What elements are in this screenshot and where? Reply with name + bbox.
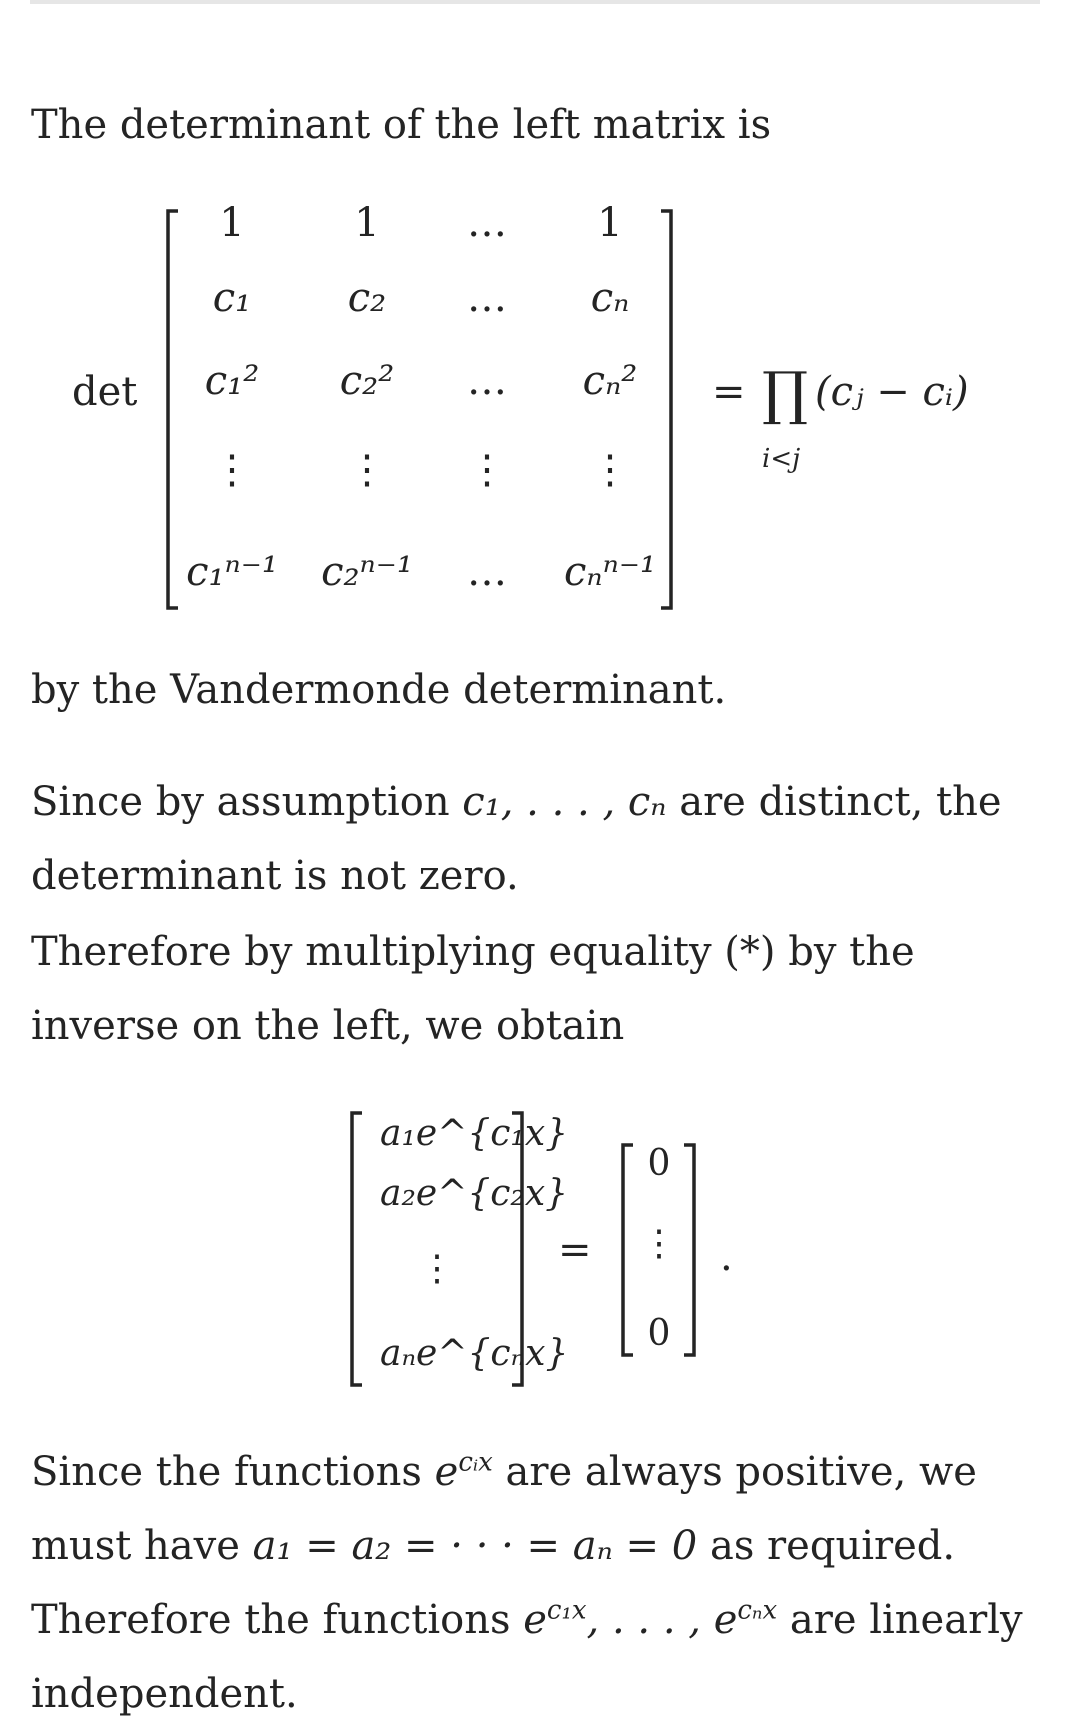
right-vector-entry-1: 0: [647, 1143, 671, 1184]
matrix-cell-r3-c2: c₂²: [339, 358, 395, 404]
left-vector-entry-3: ⋮: [419, 1248, 455, 1289]
period: .: [720, 1234, 733, 1280]
right-vector-entry-3: 0: [647, 1313, 671, 1354]
paragraph-positive: [31, 1435, 1041, 1583]
paragraph-determinant-intro: The determinant of the left matrix is: [31, 102, 772, 148]
matrix-cell-r3-c4: cₙ²: [582, 358, 638, 404]
e-list-last-exponent: cₙx: [737, 1595, 778, 1626]
matrix-cells: [186, 200, 656, 595]
matrix-cell-r4-c3: ⋮: [467, 447, 507, 493]
e-ci-x-math: [435, 1449, 493, 1495]
left-vector-entry-2: a₂e^{c₂x}: [380, 1173, 569, 1214]
matrix-cell-r1-c3: …: [467, 200, 507, 246]
matrix-cell-r1-c4: 1: [597, 200, 623, 246]
right-vector-entries: [641, 1143, 677, 1354]
paragraph-distinct-text-b: are distinct, the determinant is not zero.: [31, 779, 1002, 899]
paragraph-conclusion: [31, 1583, 1041, 1731]
left-vector-entries: [380, 1113, 568, 1374]
paragraph-distinct: [31, 765, 1041, 913]
matrix-cell-r4-c2: ⋮: [347, 447, 387, 493]
left-vector-entry-1: a₁e^{c₁x}: [380, 1113, 569, 1154]
matrix-cell-r3-c3: …: [467, 358, 507, 404]
paragraph-distinct-text-a: Since by assumption: [31, 779, 463, 825]
matrix-cell-r4-c1: ⋮: [212, 447, 252, 493]
a-equality-math: a₁ = a₂ = · · · = aₙ = 0: [252, 1523, 698, 1569]
left-vector-left-bracket: [352, 1113, 362, 1385]
equals-sign: =: [558, 1227, 592, 1273]
matrix-cell-r5-c2: c₂ⁿ⁻¹: [321, 549, 413, 595]
top-divider: [30, 0, 1040, 4]
matrix-cell-r1-c1: 1: [219, 200, 245, 246]
product-index: i<j: [762, 444, 801, 474]
e-list-last-base: e: [713, 1597, 738, 1643]
vandermonde-equation: [0, 185, 1069, 615]
right-bracket: [661, 211, 671, 608]
matrix-cell-r4-c4: ⋮: [590, 447, 630, 493]
equals-sign: =: [712, 369, 746, 415]
paragraph-positive-text-c: as required.: [697, 1523, 956, 1569]
matrix-cell-r5-c3: …: [467, 549, 507, 595]
matrix-cell-r5-c4: cₙⁿ⁻¹: [564, 549, 656, 595]
matrix-cell-r2-c3: …: [467, 275, 507, 321]
paragraph-conclusion-text-b: are linearly independent.: [31, 1597, 1023, 1717]
e-ci-x-exponent: cᵢx: [458, 1447, 493, 1478]
right-vector-left-bracket: [623, 1145, 633, 1355]
matrix-cell-r2-c4: cₙ: [590, 275, 630, 321]
e-list-math: [523, 1597, 777, 1643]
det-operator: det: [72, 369, 138, 415]
e-ci-x-base: e: [434, 1449, 459, 1495]
left-vector-entry-4: aₙe^{cₙx}: [380, 1333, 569, 1374]
paragraph-multiply-inverse: Therefore by multiplying equality (*) by the inverse on the left, we obtain: [31, 929, 915, 1049]
matrix-cell-r5-c1: c₁ⁿ⁻¹: [186, 549, 278, 595]
right-vector-entry-2: ⋮: [641, 1223, 677, 1264]
vector-equation: [0, 1105, 1069, 1395]
matrix-cell-r2-c2: c₂: [347, 275, 387, 321]
left-bracket: [168, 211, 178, 608]
c-list-math: c₁, . . . , cₙ: [462, 779, 667, 825]
product-symbol: ∏: [762, 359, 809, 427]
paragraph-conclusion-text-a: Therefore the functions: [31, 1597, 524, 1643]
right-vector-right-bracket: [684, 1145, 694, 1355]
e-list-first-base: e: [523, 1597, 547, 1643]
paragraph-positive-text-b: are always positive, we must have: [31, 1449, 977, 1569]
matrix-cell-r3-c1: c₁²: [204, 358, 260, 404]
paragraph-positive-text-a: Since the functions: [31, 1449, 435, 1495]
e-list-first-exponent: c₁x: [546, 1595, 587, 1626]
product-term: (cⱼ − cᵢ): [815, 369, 969, 415]
matrix-cell-r1-c2: 1: [354, 200, 380, 246]
e-list-separator: , . . . ,: [586, 1597, 714, 1643]
paragraph-vandermonde: by the Vandermonde determinant.: [31, 667, 727, 713]
matrix-cell-r2-c1: c₁: [212, 275, 252, 321]
